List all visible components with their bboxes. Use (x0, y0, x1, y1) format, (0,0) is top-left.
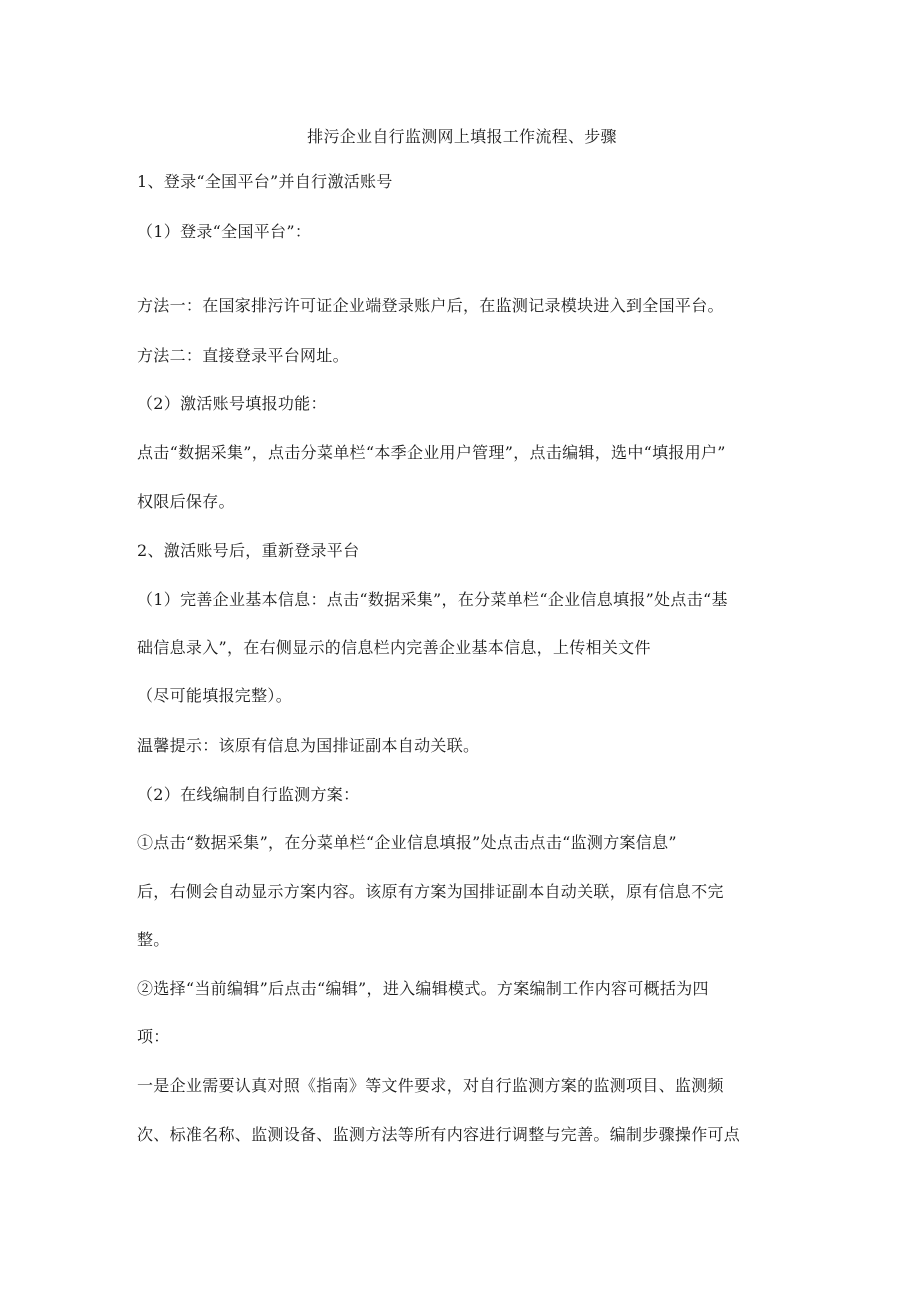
paragraph-line: ①点击“数据采集”，在分菜单栏“企业信息填报”处点击点击“监测方案信息” (137, 833, 677, 852)
paragraph-line: 权限后保存。 (137, 492, 235, 511)
paragraph-line: 点击“数据采集”，点击分菜单栏“本季企业用户管理”，点击编辑，选中“填报用户” (137, 443, 726, 462)
paragraph-line: 方法二：直接登录平台网址。 (137, 346, 349, 365)
paragraph-line: 后，右侧会自动显示方案内容。该原有方案为国排证副本自动关联，原有信息不完 (137, 882, 724, 901)
paragraph-line: 一是企业需要认真对照《指南》等文件要求，对自行监测方案的监测项目、监测频 (137, 1076, 724, 1095)
paragraph-line: ②选择“当前编辑”后点击“编辑”，进入编辑模式。方案编制工作内容可概括为四 (137, 979, 709, 998)
section-heading-2: 2、激活账号后，重新登录平台 (137, 541, 360, 560)
paragraph-line: （尽可能填报完整）。 (137, 686, 293, 705)
document-title: 排污企业自行监测网上填报工作流程、步骤 (307, 127, 617, 146)
paragraph-line: 次、标准名称、监测设备、监测方法等所有内容进行调整与完善。编制步骤操作可点 (137, 1125, 741, 1144)
paragraph-line: 项： (137, 1027, 170, 1046)
subsection-heading-1-2: （2）激活账号填报功能： (137, 394, 327, 413)
subsection-heading-1-1: （1）登录“全国平台”： (137, 222, 312, 241)
tip-line: 温馨提示：该原有信息为国排证副本自动关联。 (137, 736, 480, 755)
paragraph-line: 方法一：在国家排污许可证企业端登录账户后，在监测记录模块进入到全国平台。 (137, 296, 724, 315)
paragraph-line: 础信息录入”，在右侧显示的信息栏内完善企业基本信息，上传相关文件 (137, 638, 651, 657)
section-heading-1: 1、登录“全国平台”并自行激活账号 (137, 172, 393, 191)
subsection-heading-2-1: （1）完善企业基本信息：点击“数据采集”，在分菜单栏“企业信息填报”处点击“基 (137, 590, 728, 609)
paragraph-line: 整。 (137, 930, 170, 949)
subsection-heading-2-2: （2）在线编制自行监测方案： (137, 785, 360, 804)
